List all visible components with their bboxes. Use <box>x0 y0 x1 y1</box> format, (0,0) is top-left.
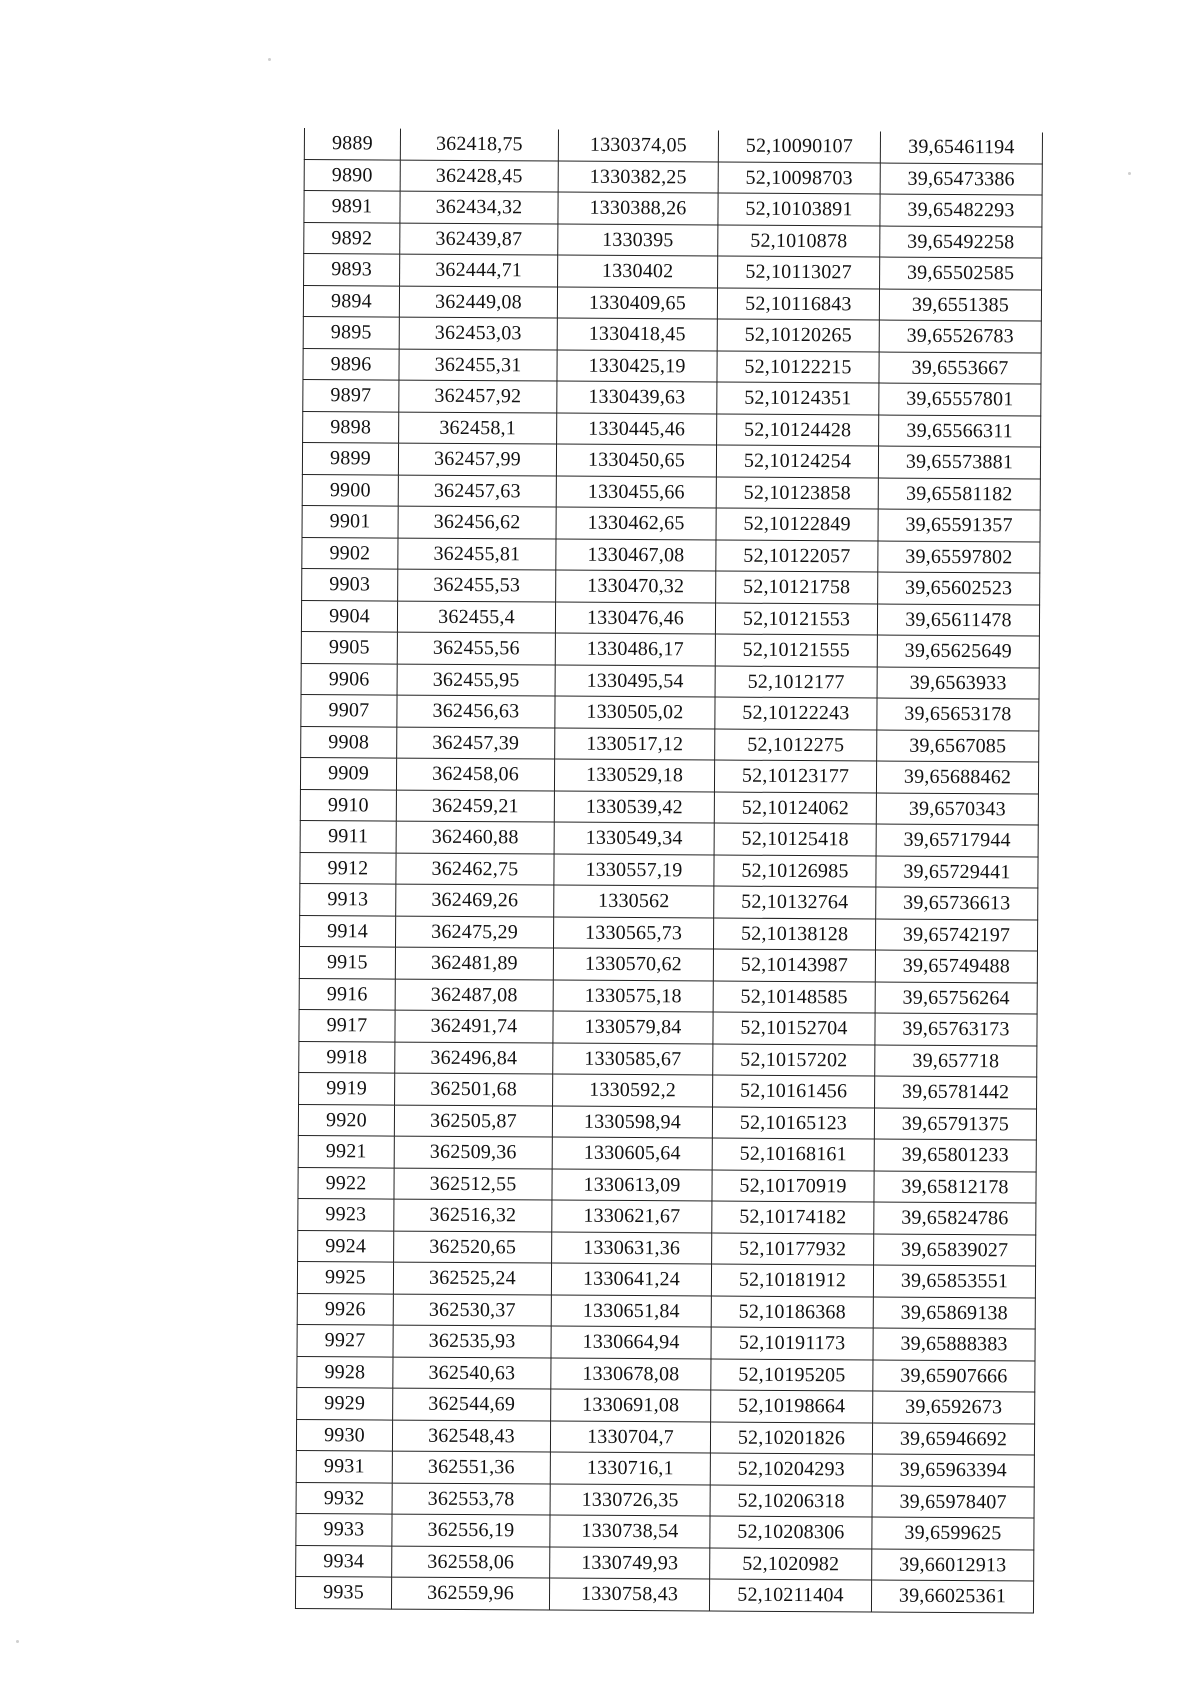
cell-point-number: 9925 <box>297 1261 393 1293</box>
cell-y-coordinate: 1330470,32 <box>556 570 716 602</box>
cell-point-number: 9889 <box>304 128 400 160</box>
cell-latitude: 52,10165123 <box>712 1107 874 1139</box>
cell-y-coordinate: 1330749,93 <box>550 1547 710 1579</box>
cell-y-coordinate: 1330738,54 <box>550 1515 710 1547</box>
cell-longitude: 39,65756264 <box>875 982 1037 1014</box>
cell-latitude: 52,10122849 <box>716 508 878 540</box>
cell-y-coordinate: 1330455,66 <box>556 476 716 508</box>
cell-y-coordinate: 1330486,17 <box>555 633 715 665</box>
cell-longitude: 39,65557801 <box>879 383 1041 415</box>
cell-x-coordinate: 362458,06 <box>396 758 554 790</box>
cell-latitude: 52,10132764 <box>714 886 876 918</box>
cell-latitude: 52,10211404 <box>709 1579 871 1611</box>
cell-y-coordinate: 1330565,73 <box>553 917 713 949</box>
table-row <box>296 1545 1034 1581</box>
table-row <box>302 474 1040 510</box>
cell-point-number: 9928 <box>297 1356 393 1388</box>
cell-longitude: 39,65736613 <box>876 887 1038 919</box>
cell-longitude: 39,6551385 <box>879 289 1041 321</box>
cell-y-coordinate: 1330651,84 <box>551 1295 711 1327</box>
cell-longitude: 39,65824786 <box>874 1202 1036 1234</box>
cell-x-coordinate: 362475,29 <box>395 916 553 948</box>
cell-longitude: 39,6599625 <box>872 1517 1034 1549</box>
cell-latitude: 52,10124428 <box>717 414 879 446</box>
table-row <box>302 568 1040 604</box>
cell-y-coordinate: 1330557,19 <box>554 854 714 886</box>
cell-latitude: 52,10123177 <box>714 760 876 792</box>
table-row <box>301 726 1039 762</box>
cell-x-coordinate: 362455,53 <box>398 569 556 601</box>
cell-longitude: 39,65888383 <box>873 1328 1035 1360</box>
cell-point-number: 9930 <box>296 1419 392 1451</box>
cell-longitude: 39,65461194 <box>880 132 1042 164</box>
cell-longitude: 39,65653178 <box>877 698 1039 730</box>
cell-longitude: 39,65611478 <box>877 604 1039 636</box>
cell-x-coordinate: 362457,99 <box>398 443 556 475</box>
cell-point-number: 9906 <box>301 663 397 695</box>
cell-x-coordinate: 362481,89 <box>395 947 553 979</box>
cell-x-coordinate: 362540,63 <box>393 1357 551 1389</box>
cell-x-coordinate: 362444,71 <box>400 254 558 286</box>
cell-point-number: 9929 <box>297 1387 393 1419</box>
cell-y-coordinate: 1330598,94 <box>552 1106 712 1138</box>
cell-longitude: 39,65492258 <box>880 226 1042 258</box>
cell-latitude: 52,10120265 <box>717 319 879 351</box>
cell-y-coordinate: 1330631,36 <box>552 1232 712 1264</box>
table-row <box>297 1356 1035 1392</box>
cell-longitude: 39,65946692 <box>872 1422 1034 1454</box>
cell-y-coordinate: 1330726,35 <box>550 1484 710 1516</box>
cell-point-number: 9932 <box>296 1482 392 1514</box>
cell-y-coordinate: 1330439,63 <box>557 381 717 413</box>
table-row <box>303 411 1041 447</box>
cell-y-coordinate: 1330716,1 <box>550 1452 710 1484</box>
cell-y-coordinate: 1330418,45 <box>557 318 717 350</box>
table-row <box>297 1293 1035 1329</box>
cell-longitude: 39,65566311 <box>879 415 1041 447</box>
table-row <box>304 191 1042 227</box>
cell-point-number: 9907 <box>301 694 397 726</box>
table-row <box>299 1041 1037 1077</box>
cell-y-coordinate: 1330641,24 <box>551 1263 711 1295</box>
cell-x-coordinate: 362501,68 <box>395 1073 553 1105</box>
coordinates-table <box>295 128 1043 1613</box>
cell-point-number: 9895 <box>303 316 399 348</box>
cell-point-number: 9912 <box>300 852 396 884</box>
table-row <box>296 1482 1034 1518</box>
cell-x-coordinate: 362551,36 <box>392 1451 550 1483</box>
cell-point-number: 9913 <box>300 883 396 915</box>
cell-x-coordinate: 362455,4 <box>397 601 555 633</box>
cell-point-number: 9899 <box>302 442 398 474</box>
cell-point-number: 9935 <box>295 1576 391 1608</box>
table-row <box>300 757 1038 793</box>
cell-point-number: 9897 <box>303 379 399 411</box>
cell-longitude: 39,65717944 <box>876 824 1038 856</box>
cell-longitude: 39,66025361 <box>871 1580 1033 1612</box>
cell-y-coordinate: 1330529,18 <box>554 759 714 791</box>
table-row <box>299 1072 1037 1108</box>
cell-y-coordinate: 1330664,94 <box>551 1326 711 1358</box>
cell-latitude: 52,10206318 <box>710 1485 872 1517</box>
cell-x-coordinate: 362462,75 <box>396 853 554 885</box>
cell-longitude: 39,65801233 <box>874 1139 1036 1171</box>
table-row <box>299 946 1037 982</box>
cell-latitude: 52,10181912 <box>711 1264 873 1296</box>
cell-point-number: 9934 <box>296 1545 392 1577</box>
cell-y-coordinate: 1330425,19 <box>557 350 717 382</box>
cell-point-number: 9917 <box>299 1009 395 1041</box>
cell-x-coordinate: 362457,63 <box>398 475 556 507</box>
cell-latitude: 52,10177932 <box>712 1233 874 1265</box>
cell-point-number: 9916 <box>299 978 395 1010</box>
cell-latitude: 52,10157202 <box>713 1044 875 1076</box>
cell-x-coordinate: 362457,39 <box>397 727 555 759</box>
table-row <box>301 663 1039 699</box>
cell-longitude: 39,65473386 <box>880 163 1042 195</box>
cell-point-number: 9915 <box>299 946 395 978</box>
cell-latitude: 52,10191173 <box>711 1327 873 1359</box>
cell-x-coordinate: 362496,84 <box>395 1042 553 1074</box>
cell-point-number: 9905 <box>301 631 397 663</box>
cell-longitude: 39,65812178 <box>874 1171 1036 1203</box>
cell-latitude: 52,10170919 <box>712 1170 874 1202</box>
cell-x-coordinate: 362509,36 <box>394 1136 552 1168</box>
cell-x-coordinate: 362439,87 <box>400 223 558 255</box>
cell-x-coordinate: 362456,62 <box>398 506 556 538</box>
cell-latitude: 52,10152704 <box>713 1012 875 1044</box>
cell-latitude: 52,10125418 <box>714 823 876 855</box>
cell-x-coordinate: 362520,65 <box>394 1231 552 1263</box>
coordinates-table-body <box>295 128 1042 1612</box>
cell-point-number: 9908 <box>301 726 397 758</box>
cell-point-number: 9910 <box>300 789 396 821</box>
cell-x-coordinate: 362558,06 <box>392 1546 550 1578</box>
cell-latitude: 52,10208306 <box>710 1516 872 1548</box>
cell-longitude: 39,65978407 <box>872 1485 1034 1517</box>
cell-latitude: 52,10168161 <box>712 1138 874 1170</box>
cell-point-number: 9896 <box>303 348 399 380</box>
cell-latitude: 52,10124062 <box>714 792 876 824</box>
table-row <box>298 1167 1036 1203</box>
cell-x-coordinate: 362516,32 <box>394 1199 552 1231</box>
cell-y-coordinate: 1330562 <box>554 885 714 917</box>
table-row <box>298 1198 1036 1234</box>
cell-y-coordinate: 1330613,09 <box>552 1169 712 1201</box>
cell-latitude: 52,10204293 <box>710 1453 872 1485</box>
table-row <box>301 631 1039 667</box>
table-row <box>298 1230 1036 1266</box>
table-row <box>296 1419 1034 1455</box>
cell-latitude: 52,10121758 <box>716 571 878 603</box>
cell-y-coordinate: 1330495,54 <box>555 665 715 697</box>
cell-y-coordinate: 1330570,62 <box>553 948 713 980</box>
cell-longitude: 39,65742197 <box>875 919 1037 951</box>
cell-latitude: 52,10121555 <box>715 634 877 666</box>
cell-x-coordinate: 362428,45 <box>400 160 558 192</box>
cell-point-number: 9918 <box>299 1041 395 1073</box>
cell-latitude: 52,10161456 <box>713 1075 875 1107</box>
cell-x-coordinate: 362418,75 <box>400 129 558 161</box>
table-row <box>303 316 1041 352</box>
cell-longitude: 39,65869138 <box>873 1296 1035 1328</box>
cell-longitude: 39,65526783 <box>879 320 1041 352</box>
table-row <box>302 442 1040 478</box>
cell-longitude: 39,65907666 <box>873 1359 1035 1391</box>
cell-longitude: 39,6567085 <box>877 730 1039 762</box>
cell-x-coordinate: 362460,88 <box>396 821 554 853</box>
cell-x-coordinate: 362487,08 <box>395 979 553 1011</box>
cell-latitude: 52,1020982 <box>710 1548 872 1580</box>
cell-latitude: 52,10090107 <box>718 131 880 163</box>
table-row <box>299 978 1037 1014</box>
cell-x-coordinate: 362556,19 <box>392 1514 550 1546</box>
cell-latitude: 52,10148585 <box>713 981 875 1013</box>
cell-longitude: 39,65482293 <box>880 194 1042 226</box>
cell-latitude: 52,10186368 <box>711 1296 873 1328</box>
cell-latitude: 52,10116843 <box>717 288 879 320</box>
table-row <box>295 1576 1033 1612</box>
cell-longitude: 39,65749488 <box>875 950 1037 982</box>
cell-latitude: 52,10123858 <box>716 477 878 509</box>
cell-longitude: 39,65781442 <box>875 1076 1037 1108</box>
cell-latitude: 52,10122057 <box>716 540 878 572</box>
table-row <box>304 254 1042 290</box>
cell-longitude: 39,65688462 <box>876 761 1038 793</box>
cell-longitude: 39,6563933 <box>877 667 1039 699</box>
cell-latitude: 52,10143987 <box>713 949 875 981</box>
cell-point-number: 9901 <box>302 505 398 537</box>
table-row <box>303 348 1041 384</box>
cell-point-number: 9922 <box>298 1167 394 1199</box>
cell-point-number: 9898 <box>303 411 399 443</box>
cell-latitude: 52,10124351 <box>717 382 879 414</box>
table-row <box>300 820 1038 856</box>
cell-point-number: 9920 <box>298 1104 394 1136</box>
cell-point-number: 9902 <box>302 537 398 569</box>
table-row <box>297 1261 1035 1297</box>
cell-y-coordinate: 1330621,67 <box>552 1200 712 1232</box>
cell-x-coordinate: 362535,93 <box>393 1325 551 1357</box>
cell-x-coordinate: 362455,81 <box>398 538 556 570</box>
cell-y-coordinate: 1330402 <box>558 255 718 287</box>
cell-y-coordinate: 1330585,67 <box>553 1043 713 1075</box>
scan-speck <box>1128 172 1131 175</box>
cell-longitude: 39,65581182 <box>878 478 1040 510</box>
cell-point-number: 9933 <box>296 1513 392 1545</box>
table-row <box>302 537 1040 573</box>
table-row <box>297 1324 1035 1360</box>
cell-y-coordinate: 1330382,25 <box>558 161 718 193</box>
cell-longitude: 39,65791375 <box>874 1108 1036 1140</box>
cell-y-coordinate: 1330517,12 <box>555 728 715 760</box>
table-row <box>304 128 1042 164</box>
cell-latitude: 52,10122243 <box>715 697 877 729</box>
cell-y-coordinate: 1330539,42 <box>554 791 714 823</box>
cell-longitude: 39,65853551 <box>873 1265 1035 1297</box>
cell-y-coordinate: 1330450,65 <box>556 444 716 476</box>
cell-longitude: 39,65573881 <box>878 446 1040 478</box>
cell-latitude: 52,10201826 <box>710 1422 872 1454</box>
cell-longitude: 39,657718 <box>875 1045 1037 1077</box>
table-row <box>300 915 1038 951</box>
cell-y-coordinate: 1330758,43 <box>549 1578 709 1610</box>
cell-point-number: 9927 <box>297 1324 393 1356</box>
table-row <box>301 694 1039 730</box>
cell-y-coordinate: 1330605,64 <box>552 1137 712 1169</box>
scan-speck <box>16 1640 19 1643</box>
table-row <box>303 285 1041 321</box>
cell-y-coordinate: 1330704,7 <box>550 1421 710 1453</box>
scan-speck <box>268 58 271 61</box>
cell-latitude: 52,10198664 <box>711 1390 873 1422</box>
cell-longitude: 39,6553667 <box>879 352 1041 384</box>
cell-x-coordinate: 362553,78 <box>392 1483 550 1515</box>
cell-x-coordinate: 362457,92 <box>399 380 557 412</box>
cell-point-number: 9904 <box>301 600 397 632</box>
cell-latitude: 52,1012275 <box>715 729 877 761</box>
table-row <box>298 1104 1036 1140</box>
cell-latitude: 52,10174182 <box>712 1201 874 1233</box>
cell-point-number: 9931 <box>296 1450 392 1482</box>
cell-x-coordinate: 362548,43 <box>392 1420 550 1452</box>
cell-point-number: 9919 <box>299 1072 395 1104</box>
table-row <box>300 852 1038 888</box>
cell-point-number: 9892 <box>304 222 400 254</box>
cell-y-coordinate: 1330462,65 <box>556 507 716 539</box>
cell-y-coordinate: 1330579,84 <box>553 1011 713 1043</box>
table-row <box>300 789 1038 825</box>
cell-point-number: 9903 <box>302 568 398 600</box>
cell-longitude: 39,65839027 <box>874 1234 1036 1266</box>
cell-longitude: 39,65763173 <box>875 1013 1037 1045</box>
cell-x-coordinate: 362544,69 <box>393 1388 551 1420</box>
cell-longitude: 39,65625649 <box>877 635 1039 667</box>
cell-point-number: 9914 <box>300 915 396 947</box>
cell-x-coordinate: 362491,74 <box>395 1010 553 1042</box>
table-row <box>296 1450 1034 1486</box>
table-row <box>304 222 1042 258</box>
table-row <box>299 1009 1037 1045</box>
cell-point-number: 9900 <box>302 474 398 506</box>
cell-y-coordinate: 1330374,05 <box>558 130 718 162</box>
cell-point-number: 9923 <box>298 1198 394 1230</box>
cell-longitude: 39,6592673 <box>873 1391 1035 1423</box>
table-row <box>302 505 1040 541</box>
cell-x-coordinate: 362505,87 <box>394 1105 552 1137</box>
cell-x-coordinate: 362456,63 <box>397 695 555 727</box>
cell-x-coordinate: 362455,56 <box>397 632 555 664</box>
cell-longitude: 39,65597802 <box>878 541 1040 573</box>
cell-y-coordinate: 1330678,08 <box>551 1358 711 1390</box>
cell-latitude: 52,1012177 <box>715 666 877 698</box>
cell-point-number: 9890 <box>304 159 400 191</box>
cell-point-number: 9924 <box>298 1230 394 1262</box>
cell-point-number: 9909 <box>300 757 396 789</box>
cell-x-coordinate: 362530,37 <box>393 1294 551 1326</box>
cell-x-coordinate: 362449,08 <box>399 286 557 318</box>
cell-point-number: 9921 <box>298 1135 394 1167</box>
table-row <box>298 1135 1036 1171</box>
table-row <box>303 379 1041 415</box>
cell-point-number: 9891 <box>304 191 400 223</box>
cell-x-coordinate: 362455,31 <box>399 349 557 381</box>
cell-y-coordinate: 1330409,65 <box>557 287 717 319</box>
cell-x-coordinate: 362434,32 <box>400 191 558 223</box>
cell-latitude: 52,10113027 <box>718 256 880 288</box>
cell-y-coordinate: 1330467,08 <box>556 539 716 571</box>
cell-y-coordinate: 1330476,46 <box>555 602 715 634</box>
table-row <box>304 159 1042 195</box>
cell-latitude: 52,10138128 <box>713 918 875 950</box>
cell-latitude: 52,10122215 <box>717 351 879 383</box>
cell-x-coordinate: 362458,1 <box>399 412 557 444</box>
cell-longitude: 39,66012913 <box>872 1548 1034 1580</box>
cell-y-coordinate: 1330592,2 <box>553 1074 713 1106</box>
cell-point-number: 9926 <box>297 1293 393 1325</box>
cell-point-number: 9893 <box>304 254 400 286</box>
cell-x-coordinate: 362455,95 <box>397 664 555 696</box>
cell-longitude: 39,65602523 <box>878 572 1040 604</box>
cell-longitude: 39,65729441 <box>876 856 1038 888</box>
table-row <box>301 600 1039 636</box>
cell-x-coordinate: 362512,55 <box>394 1168 552 1200</box>
cell-y-coordinate: 1330388,26 <box>558 192 718 224</box>
cell-latitude: 52,10124254 <box>716 445 878 477</box>
cell-longitude: 39,65591357 <box>878 509 1040 541</box>
cell-y-coordinate: 1330505,02 <box>555 696 715 728</box>
cell-point-number: 9911 <box>300 820 396 852</box>
cell-y-coordinate: 1330549,34 <box>554 822 714 854</box>
cell-y-coordinate: 1330445,46 <box>557 413 717 445</box>
cell-y-coordinate: 1330691,08 <box>551 1389 711 1421</box>
cell-x-coordinate: 362525,24 <box>393 1262 551 1294</box>
cell-longitude: 39,65502585 <box>880 257 1042 289</box>
table-row <box>296 1513 1034 1549</box>
cell-y-coordinate: 1330395 <box>558 224 718 256</box>
cell-x-coordinate: 362559,96 <box>391 1577 549 1609</box>
table-row <box>297 1387 1035 1423</box>
cell-longitude: 39,6570343 <box>876 793 1038 825</box>
cell-latitude: 52,10126985 <box>714 855 876 887</box>
cell-x-coordinate: 362459,21 <box>396 790 554 822</box>
cell-x-coordinate: 362453,03 <box>399 317 557 349</box>
table-row <box>300 883 1038 919</box>
cell-longitude: 39,65963394 <box>872 1454 1034 1486</box>
cell-latitude: 52,10195205 <box>711 1359 873 1391</box>
cell-point-number: 9894 <box>303 285 399 317</box>
cell-x-coordinate: 362469,26 <box>396 884 554 916</box>
cell-latitude: 52,1010878 <box>718 225 880 257</box>
cell-y-coordinate: 1330575,18 <box>553 980 713 1012</box>
cell-latitude: 52,10103891 <box>718 193 880 225</box>
cell-latitude: 52,10098703 <box>718 162 880 194</box>
cell-latitude: 52,10121553 <box>715 603 877 635</box>
